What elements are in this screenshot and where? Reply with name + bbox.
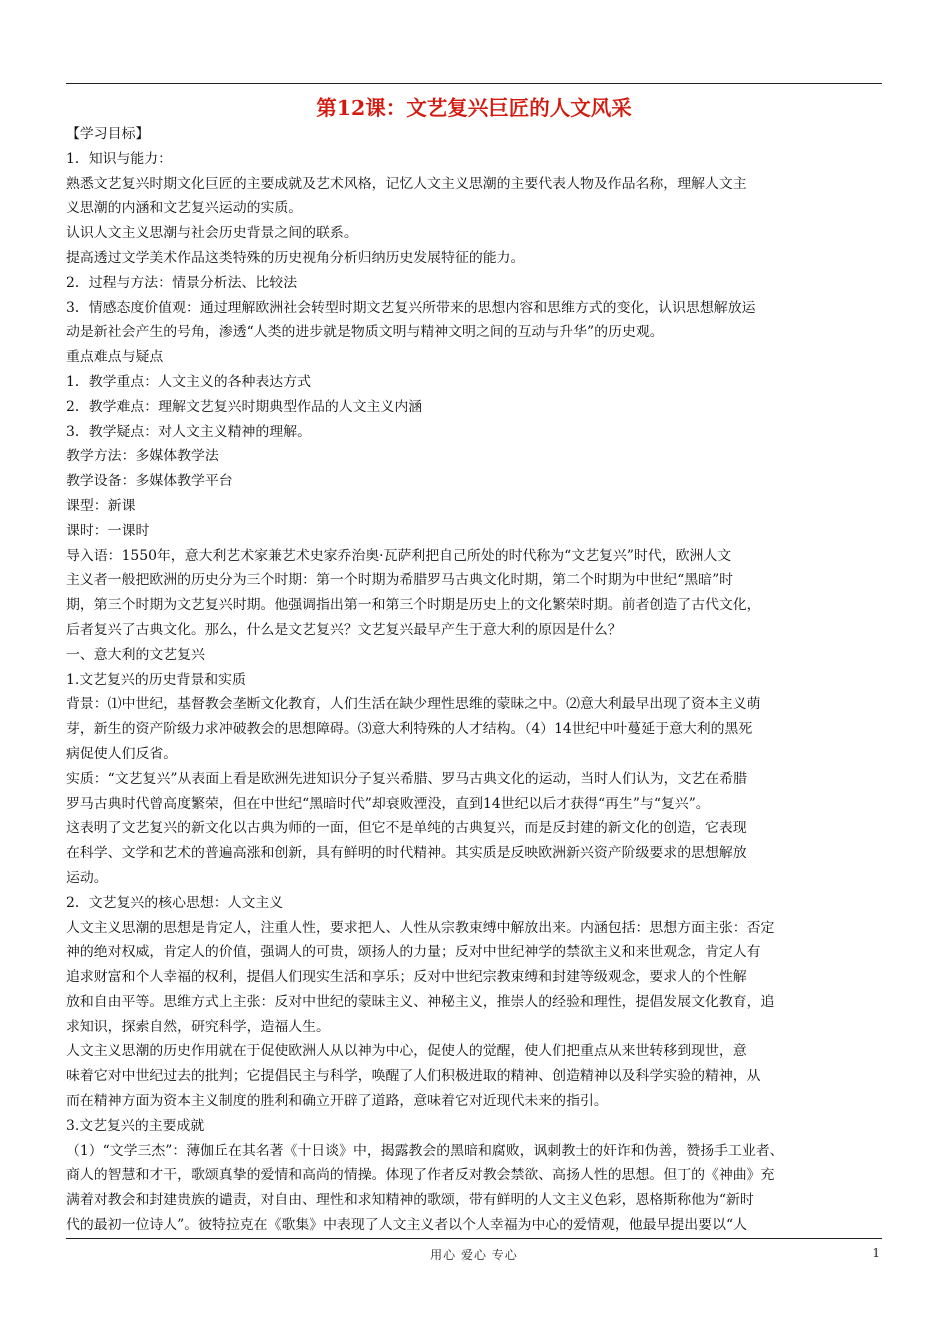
text-line: 一、意大利的文艺复兴 (66, 646, 205, 663)
text-line: 而在精神方面为资本主义制度的胜利和确立开辟了道路，意味着它对近现代未来的指引。 (66, 1093, 608, 1110)
text-line: 芽，新生的资产阶级力求冲破教会的思想障碍。⑶意大利特殊的人才结构。（4）14世纪中叶蔓延于意大利的黑死 (66, 721, 753, 738)
text-line: 在科学、文学和艺术的普遍高涨和创新，具有鲜明的时代精神。其实质是反映欧洲新兴资产阶级要求的思想解放 (66, 845, 747, 862)
text-line: 提高透过文学美术作品这类特殊的历史视角分析归纳历史发展特征的能力。 (66, 249, 525, 266)
text-line: 商人的智慧和才干，歌颂真挚的爱情和高尚的情操。体现了作者反对教会禁欲、高扬人性的思想。但丁的《神曲》充 (66, 1167, 775, 1184)
text-line: 代的最初一位诗人”。彼特拉克在《歌集》中表现了人文主义者以个人幸福为中心的爱情观，他最早提出要以“人 (66, 1217, 747, 1234)
text-line: 神的绝对权威，肯定人的价值，强调人的可贵，颂扬人的力量；反对中世纪神学的禁欲主义和来世观念，肯定人有 (66, 944, 761, 961)
text-line: 后者复兴了古典文化。那么，什么是文艺复兴？文艺复兴最早产生于意大利的原因是什么？ (66, 621, 622, 638)
text-line: 义思潮的内涵和文艺复兴运动的实质。 (66, 200, 303, 217)
text-line: 课型：新课 (66, 497, 136, 514)
text-line: 运动。 (66, 869, 108, 886)
text-line: 3.文艺复兴的主要成就 (66, 1117, 205, 1134)
text-line: 1.文艺复兴的历史背景和实质 (66, 671, 246, 688)
text-line: 期，第三个时期为文艺复兴时期。他强调指出第一和第三个时期是历史上的文化繁荣时期。前者创造了古代文化， (66, 597, 761, 614)
text-line: 满着对教会和封建贵族的谴责，对自由、理性和求知精神的歌颂，带有鲜明的人文主义色彩，恩格斯称他为“新时 (66, 1192, 754, 1209)
text-line: 熟悉文艺复兴时期文化巨匠的主要成就及艺术风格，记忆人文主义思潮的主要代表人物及作品名称，理解人文主 (66, 175, 747, 192)
text-line: 教学设备：多媒体教学平台 (66, 473, 233, 490)
text-line: 1．知识与能力： (66, 150, 173, 167)
text-line: 病促使人们反省。 (66, 745, 178, 762)
text-line: 这表明了文艺复兴的新文化以古典为师的一面，但它不是单纯的古典复兴，而是反封建的新文化的创造，它表现 (66, 820, 747, 837)
text-line: 3．情感态度价值观：通过理解欧洲社会转型时期文艺复兴所带来的思想内容和思维方式的变化，认识思想解放运 (66, 299, 756, 316)
text-line: 【学习目标】 (66, 126, 150, 142)
text-line: 追求财富和个人幸福的权利，提倡人们现实生活和享乐；反对中世纪宗教束缚和封建等级观念，要求人的个性解 (66, 969, 747, 986)
text-line: 2．过程与方法：情景分析法、比较法 (66, 274, 298, 291)
text-line: （1）“文学三杰”：薄伽丘在其名著《十日谈》中，揭露教会的黑暗和腐败，讽刺教士的奸诈和伪善，赞扬手工业者、 (66, 1142, 784, 1159)
text-line: 人文主义思潮的思想是肯定人，注重人性，要求把人、人性从宗教束缚中解放出来。内涵包括：思想方面主张：否定 (66, 919, 775, 936)
text-line: 实质：“文艺复兴”从表面上看是欧洲先进知识分子复兴希腊、罗马古典文化的运动，当时人们认为，文艺在希腊 (66, 770, 747, 787)
text-line: 导入语：1550年，意大利艺术家兼艺术史家乔治奥·瓦萨利把自己所处的时代称为“文艺复兴”时代，欧洲人文 (66, 547, 732, 564)
text-line: 2．教学难点：理解文艺复兴时期典型作品的人文主义内涵 (66, 398, 423, 415)
footer-rule (66, 1238, 882, 1239)
footer-slogan: 用心 爱心 专心 (430, 1248, 518, 1262)
text-line: 课时：一课时 (66, 522, 150, 539)
text-line: 3．教学疑点：对人文主义精神的理解。 (66, 423, 311, 440)
text-line: 教学方法：多媒体教学法 (66, 448, 219, 465)
text-line: 2．文艺复兴的核心思想：人文主义 (66, 894, 284, 911)
text-line: 背景：⑴中世纪，基督教会垄断文化教育，人们生活在缺少理性思维的蒙昧之中。⑵意大利最早出现了资本主义萌 (66, 696, 761, 713)
page-number: 1 (872, 1246, 880, 1260)
text-line: 1．教学重点：人文主义的各种表达方式 (66, 373, 311, 390)
text-line: 动是新社会产生的号角，渗透“人类的进步就是物质文明与精神文明之间的互动与升华”的历史观。 (66, 324, 664, 341)
text-line: 罗马古典时代曾高度繁荣，但在中世纪“黑暗时代”却衰败湮没，直到14世纪以后才获得“再生”与“复兴”。 (66, 795, 710, 812)
document-title: 第12课：文艺复兴巨匠的人文风采 (316, 96, 632, 120)
header-rule (66, 83, 882, 84)
text-line: 主义者一般把欧洲的历史分为三个时期：第一个时期为希腊罗马古典文化时期，第二个时期为中世纪“黑暗”时 (66, 572, 734, 589)
text-line: 重点难点与疑点 (66, 349, 164, 366)
text-line: 味着它对中世纪过去的批判；它提倡民主与科学，唤醒了人们积极进取的精神、创造精神以及科学实验的精神，从 (66, 1068, 761, 1085)
text-line: 人文主义思潮的历史作用就在于促使欧洲人从以神为中心，促使人的觉醒，使人们把重点从来世转移到现世，意 (66, 1043, 747, 1060)
text-line: 求知识，探索自然，研究科学，造福人生。 (66, 1018, 330, 1035)
text-line: 放和自由平等。思维方式上主张：反对中世纪的蒙昧主义、神秘主义，推崇人的经验和理性，提倡发展文化教育，追 (66, 993, 775, 1010)
text-line: 认识人文主义思潮与社会历史背景之间的联系。 (66, 225, 358, 242)
document-body (66, 122, 882, 1238)
